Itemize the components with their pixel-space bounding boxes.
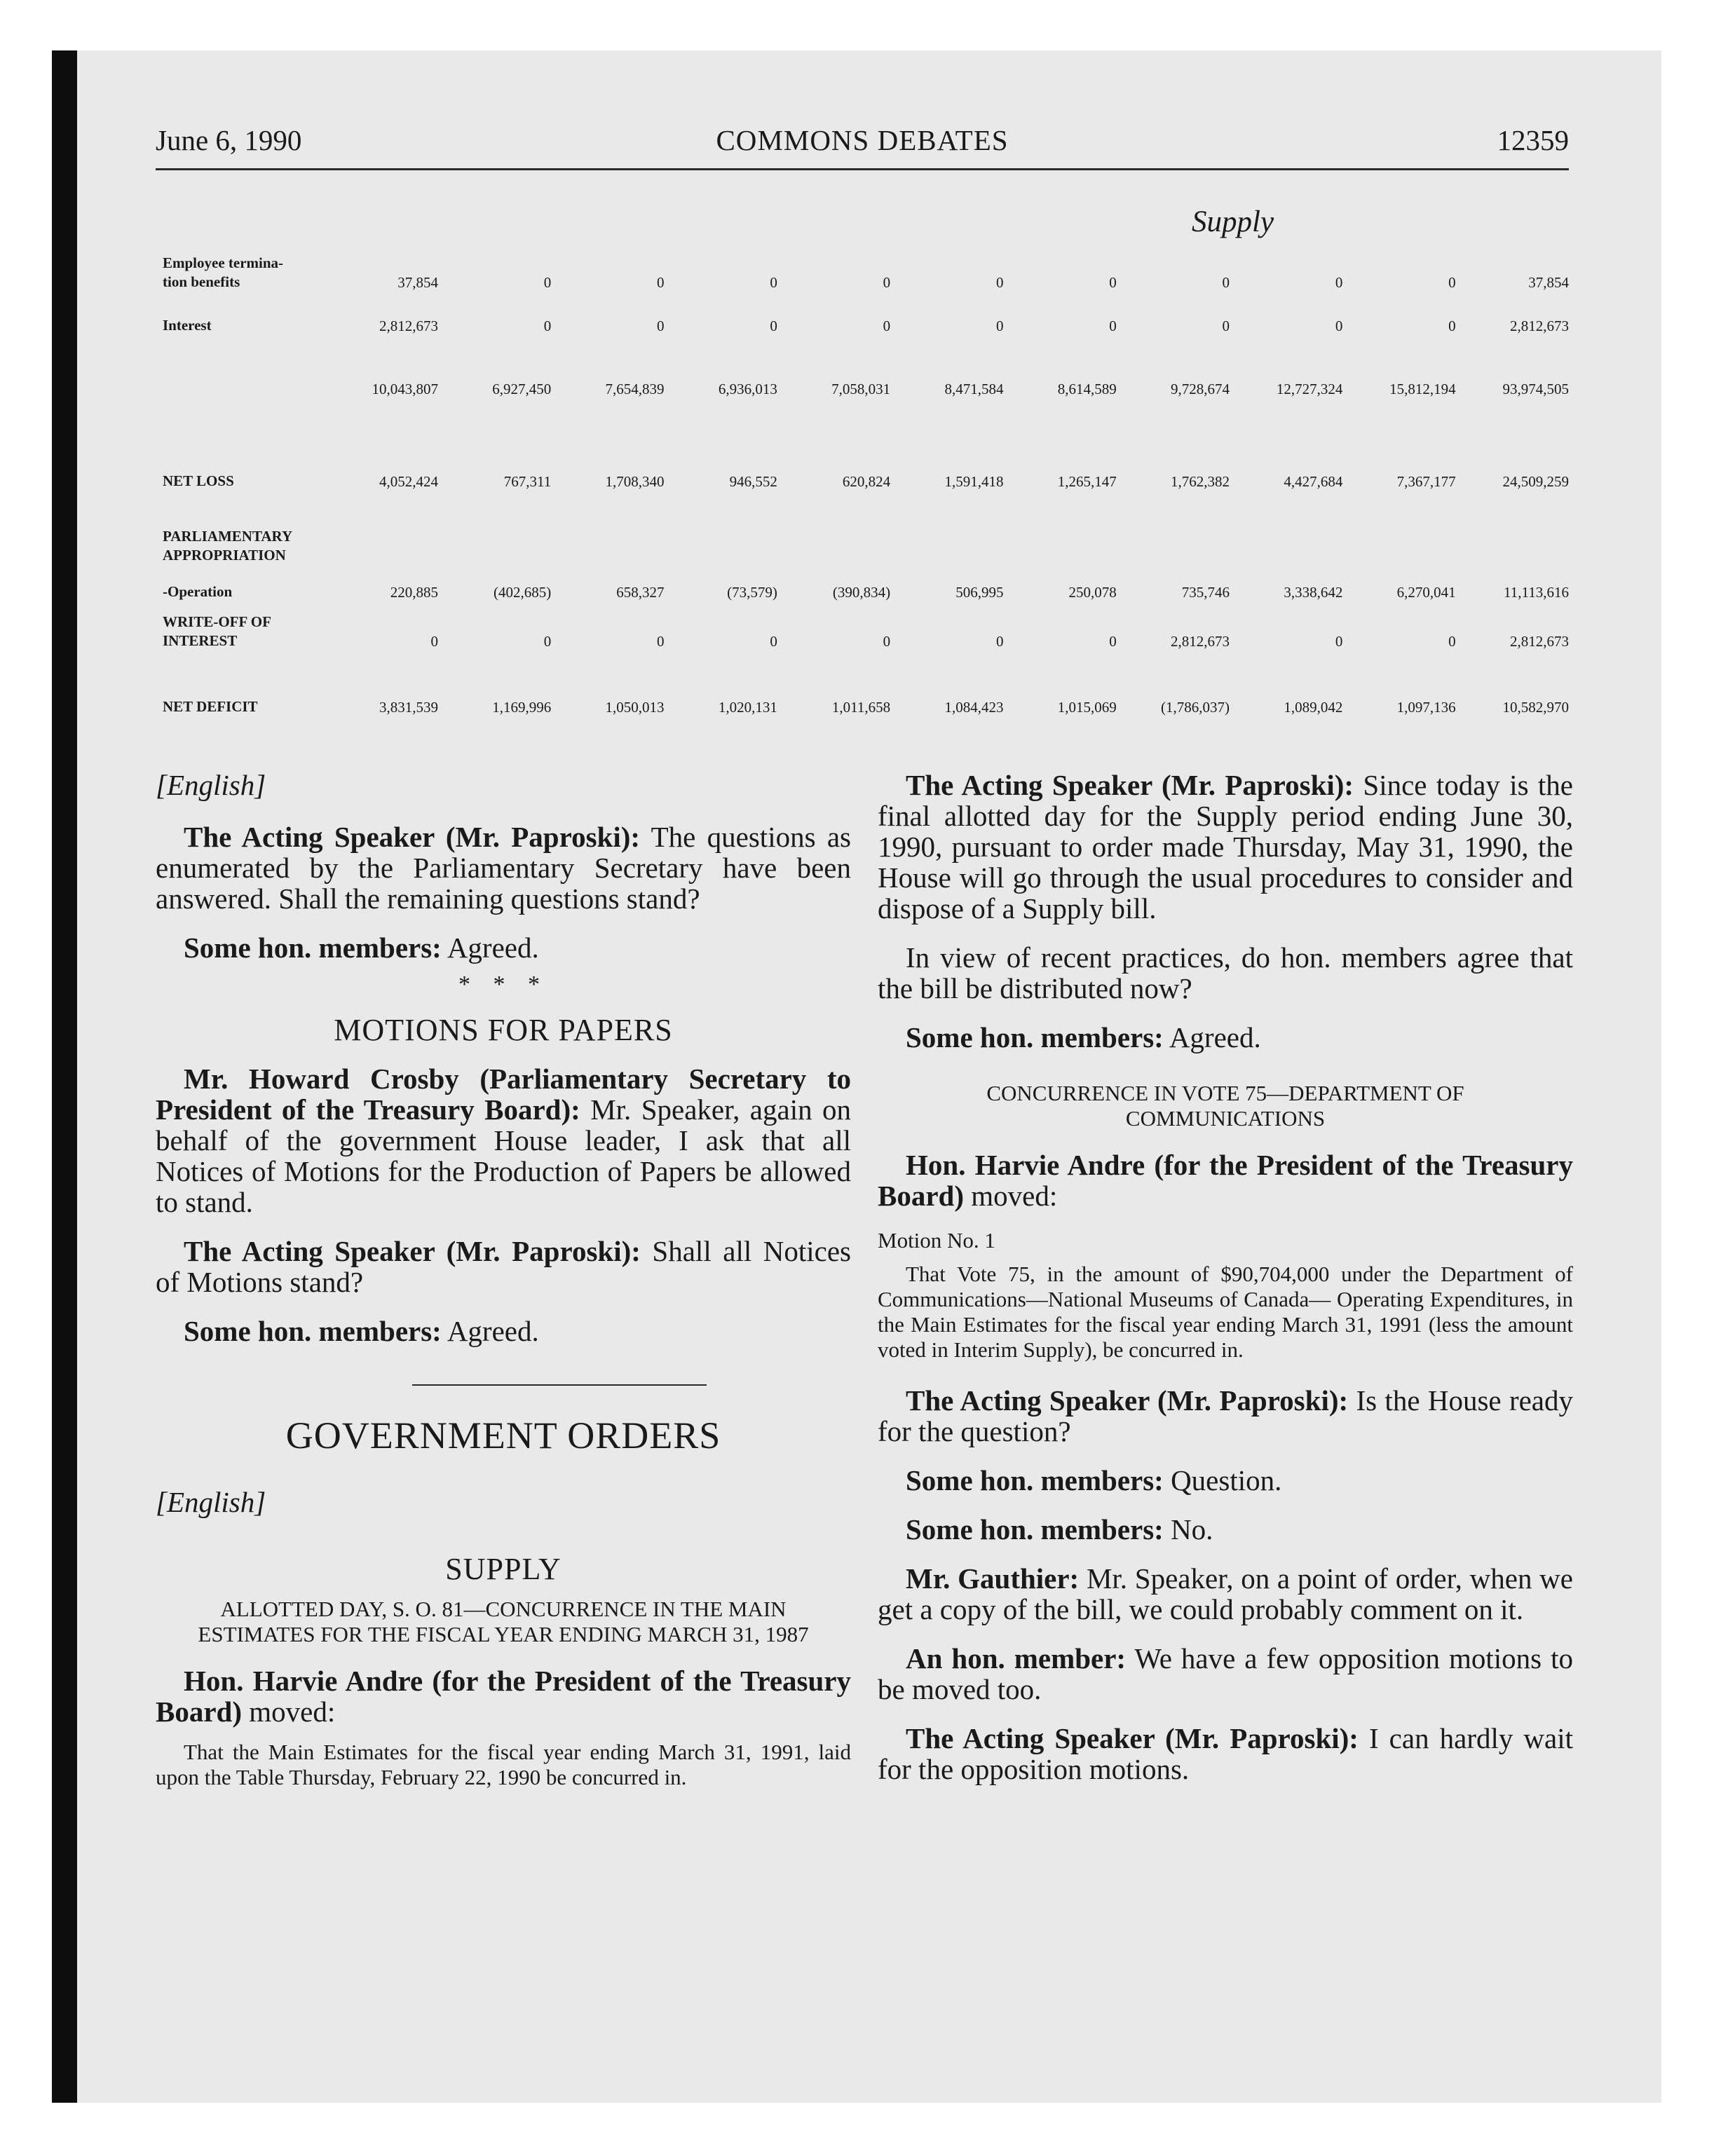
motion-number: Motion No. 1 <box>878 1228 995 1253</box>
speaker-name: Some hon. members: <box>906 1513 1164 1546</box>
table-cell: 658,327 <box>616 584 665 601</box>
table-cell: 735,746 <box>1181 584 1230 601</box>
table-cell: 0 <box>1109 274 1117 291</box>
table-cell: 767,311 <box>503 473 552 490</box>
speech-paragraph: The Acting Speaker (Mr. Paproski): Since today is the final allotted day for the Supply period ending June 30, 1990, pursuant to order made Thursday, May 31, 1990, the House will go through the usual procedures to consider and dispose of a Supply bill. <box>878 769 1573 925</box>
table-cell: 1,097,136 <box>1396 699 1456 716</box>
table-cell: 0 <box>883 633 891 650</box>
row-label: -Operation <box>163 583 233 600</box>
estimates-table <box>163 248 1569 716</box>
table-cell: 0 <box>1109 318 1117 334</box>
table-cell: 12,727,324 <box>1276 381 1343 397</box>
table-cell: 2,812,673 <box>1510 633 1569 650</box>
table-cell: 10,582,970 <box>1502 699 1569 716</box>
table-cell: 1,089,042 <box>1284 699 1343 716</box>
table-cell: (390,834) <box>832 584 891 601</box>
table-cell: 3,831,539 <box>379 699 438 716</box>
table-cell <box>551 491 664 565</box>
row-label: NET LOSS <box>163 472 234 489</box>
table-cell: 0 <box>1448 633 1456 650</box>
header-page-number: 12359 <box>1497 124 1569 156</box>
table-cell: 0 <box>883 318 891 334</box>
speech-paragraph: Some hon. members: Agreed. <box>184 932 539 964</box>
right-column <box>878 770 1573 1785</box>
table-cell <box>665 491 777 565</box>
table-cell: 0 <box>1448 318 1456 334</box>
speech-paragraph: Hon. Harvie Andre (for the President of the Treasury Board) moved: <box>156 1665 851 1728</box>
table-row <box>163 398 1569 491</box>
table-cell: 7,654,839 <box>605 381 665 397</box>
table-row <box>163 565 1569 601</box>
speech-paragraph: The Acting Speaker (Mr. Paproski): Is the House ready for the question? <box>878 1384 1573 1447</box>
table-cell: 0 <box>657 318 665 334</box>
table-cell: 1,708,340 <box>605 473 665 490</box>
speaker-name: Some hon. members: <box>184 932 442 964</box>
speech-paragraph: Mr. Howard Crosby (Parliamentary Secretary to President of the Treasury Board): Mr. Speaker, again on behalf of the government House leader, I ask that all Notices of Motions for the Production of Papers be allowed to stand. <box>156 1063 851 1218</box>
speech-paragraph: The Acting Speaker (Mr. Paproski): I can hardly wait for the opposition motions. <box>878 1722 1573 1785</box>
motion-text: That Vote 75, in the amount of $90,704,000 under the Department of Communications—National Museums of Canada— Operating Expenditures, in the Main Estimates for the fiscal year ending March 31, 1991 (less the amount voted in Interim Supply), be concurred in. <box>878 1262 1573 1362</box>
table-cell: 0 <box>1335 633 1343 650</box>
table-cell: 6,936,013 <box>718 381 777 397</box>
section-rule <box>412 1384 707 1386</box>
table-cell: 0 <box>1222 274 1230 291</box>
header-journal: COMMONS DEBATES <box>716 124 1009 156</box>
table-cell <box>1117 491 1230 565</box>
speech-paragraph: Some hon. members: Agreed. <box>184 1315 539 1347</box>
table-cell: 4,052,424 <box>379 473 438 490</box>
table-cell: 0 <box>995 274 1004 291</box>
section-heading: SUPPLY <box>445 1552 562 1586</box>
table-cell: 24,509,259 <box>1502 473 1569 490</box>
speaker-name: Some hon. members: <box>184 1315 442 1347</box>
speaker-name: Mr. Howard Crosby (Parliamentary Secretary to President of the Treasury Board): <box>156 1063 851 1126</box>
table-cell: 2,812,673 <box>379 318 438 334</box>
subsection-heading: ALLOTTED DAY, S. O. 81—CONCURRENCE IN THE MAIN ESTIMATES FOR THE FISCAL YEAR ENDING MARCH 31, 1987 <box>198 1597 809 1646</box>
table-cell: 0 <box>770 633 777 650</box>
table-cell <box>325 491 438 565</box>
table-cell: 8,471,584 <box>944 381 1004 397</box>
table-cell: 1,084,423 <box>944 699 1004 716</box>
table-row <box>163 292 1569 335</box>
row-label: Employee termina- tion benefits <box>163 254 284 290</box>
speech-paragraph: The Acting Speaker (Mr. Paproski): The questions as enumerated by the Parliamentary Secretary have been answered. Shall the remaining questions stand? <box>156 821 852 915</box>
table-cell: 506,995 <box>955 584 1004 601</box>
speaker-name: Hon. Harvie Andre (for the President of the Treasury Board) <box>878 1149 1573 1212</box>
section-separator: * * * <box>458 971 548 997</box>
table-cell: 220,885 <box>390 584 438 601</box>
table-cell: 37,854 <box>397 274 438 291</box>
table-cell: 9,728,674 <box>1171 381 1230 397</box>
table-cell: 1,050,013 <box>605 699 665 716</box>
header-date: June 6, 1990 <box>156 124 302 156</box>
speech-paragraph: Some hon. members: Agreed. <box>906 1021 1261 1053</box>
table-cell: 4,427,684 <box>1284 473 1343 490</box>
speech-paragraph: An hon. member: We have a few opposition motions to be moved too. <box>878 1642 1573 1705</box>
table-cell: 1,015,069 <box>1057 699 1117 716</box>
table-cell <box>1456 491 1569 565</box>
table-cell <box>438 491 551 565</box>
table-cell: 0 <box>543 633 552 650</box>
table-cell: 7,058,031 <box>831 381 891 397</box>
table-cell: 250,078 <box>1068 584 1117 601</box>
table-cell: (73,579) <box>727 584 777 601</box>
table-cell: 1,020,131 <box>718 699 777 716</box>
table-cell: 0 <box>1335 318 1343 334</box>
table-cell: 0 <box>995 318 1004 334</box>
table-cell: 1,169,996 <box>492 699 552 716</box>
speaker-name: Some hon. members: <box>906 1464 1164 1496</box>
table-cell <box>1230 491 1342 565</box>
speaker-name: Some hon. members: <box>906 1021 1164 1053</box>
speech-paragraph: Some hon. members: No. <box>906 1513 1213 1546</box>
row-label <box>163 335 325 398</box>
subsection-heading: CONCURRENCE IN VOTE 75—DEPARTMENT OF COMMUNICATIONS <box>986 1081 1464 1131</box>
running-head: Supply <box>1192 205 1274 238</box>
table-cell: 0 <box>657 274 665 291</box>
row-label: NET DEFICIT <box>163 698 258 715</box>
table-cell: 0 <box>770 318 777 334</box>
table-cell: 0 <box>1222 318 1230 334</box>
table-row <box>163 601 1569 650</box>
table-cell <box>890 491 1003 565</box>
table-cell: 15,812,194 <box>1389 381 1456 397</box>
table-cell: 0 <box>430 633 438 650</box>
scan-edge <box>52 50 77 2103</box>
table-cell: 10,043,807 <box>372 381 438 397</box>
table-cell <box>777 491 890 565</box>
table-cell: 0 <box>883 274 891 291</box>
table-cell <box>1003 491 1116 565</box>
language-tag: [English] <box>156 769 266 801</box>
table-cell: 3,338,642 <box>1284 584 1343 601</box>
speech-paragraph: The Acting Speaker (Mr. Paproski): Shall all Notices of Motions stand? <box>156 1235 851 1298</box>
speech-paragraph: Some hon. members: Question. <box>906 1464 1282 1496</box>
speech-paragraph: In view of recent practices, do hon. members agree that the bill be distributed now? <box>878 941 1573 1004</box>
table-cell: (1,786,037) <box>1161 699 1230 716</box>
table-cell: 6,927,450 <box>492 381 552 397</box>
row-label: Interest <box>163 317 212 334</box>
table-cell: 1,591,418 <box>944 473 1004 490</box>
table-row <box>163 335 1569 398</box>
speaker-name: The Acting Speaker (Mr. Paproski): <box>906 769 1354 801</box>
table-row <box>163 491 1569 565</box>
speech-paragraph: Hon. Harvie Andre (for the President of the Treasury Board) moved: <box>878 1149 1573 1212</box>
table-cell: 0 <box>543 274 552 291</box>
speaker-name: An hon. member: <box>906 1642 1127 1674</box>
table-row <box>163 248 1569 292</box>
table-cell: 2,812,673 <box>1171 633 1230 650</box>
table-row <box>163 650 1569 716</box>
left-column <box>156 770 851 1790</box>
table-cell: 1,011,658 <box>831 699 891 716</box>
page-header <box>156 123 1569 165</box>
table-cell: 0 <box>657 633 665 650</box>
motion-text: That the Main Estimates for the fiscal year ending March 31, 1991, laid upon the Table Thursday, February 22, 1990 be concurred in. <box>156 1740 851 1789</box>
header-rule <box>156 168 1569 170</box>
table-cell: 1,762,382 <box>1171 473 1230 490</box>
language-tag: [English] <box>156 1486 266 1518</box>
speaker-name: Mr. Gauthier: <box>906 1562 1080 1595</box>
table-cell: 0 <box>1109 633 1117 650</box>
speaker-name: The Acting Speaker (Mr. Paproski): <box>906 1384 1349 1417</box>
speech-paragraph: Mr. Gauthier: Mr. Speaker, on a point of order, when we get a copy of the bill, we could probably comment on it. <box>878 1562 1573 1625</box>
section-heading: MOTIONS FOR PAPERS <box>334 1013 673 1047</box>
speaker-name: The Acting Speaker (Mr. Paproski): <box>184 821 641 853</box>
table-cell: 8,614,589 <box>1057 381 1117 397</box>
table-cell: 37,854 <box>1528 274 1569 291</box>
table-cell: 0 <box>1335 274 1343 291</box>
table-cell: 620,824 <box>842 473 891 490</box>
speaker-name: Hon. Harvie Andre (for the President of the Treasury Board) <box>156 1665 851 1728</box>
table-cell: 7,367,177 <box>1396 473 1456 490</box>
section-heading: GOVERNMENT ORDERS <box>285 1414 721 1456</box>
table-cell: 1,265,147 <box>1057 473 1117 490</box>
table-cell: 93,974,505 <box>1502 381 1569 397</box>
table-cell: 946,552 <box>729 473 777 490</box>
table-cell: 2,812,673 <box>1510 318 1569 334</box>
table-cell <box>1342 491 1455 565</box>
table-cell: 0 <box>770 274 777 291</box>
speaker-name: The Acting Speaker (Mr. Paproski): <box>906 1722 1359 1754</box>
table-cell: 0 <box>995 633 1004 650</box>
row-label: PARLIAMENTARY APPROPRIATION <box>163 528 293 564</box>
table-cell: 0 <box>1448 274 1456 291</box>
row-label: WRITE-OFF OF INTEREST <box>163 613 271 649</box>
table-cell: 6,270,041 <box>1396 584 1456 601</box>
table-cell: 11,113,616 <box>1504 584 1569 601</box>
speaker-name: The Acting Speaker (Mr. Paproski): <box>184 1235 641 1267</box>
table-cell: 0 <box>543 318 552 334</box>
table-cell: (402,685) <box>494 584 552 601</box>
